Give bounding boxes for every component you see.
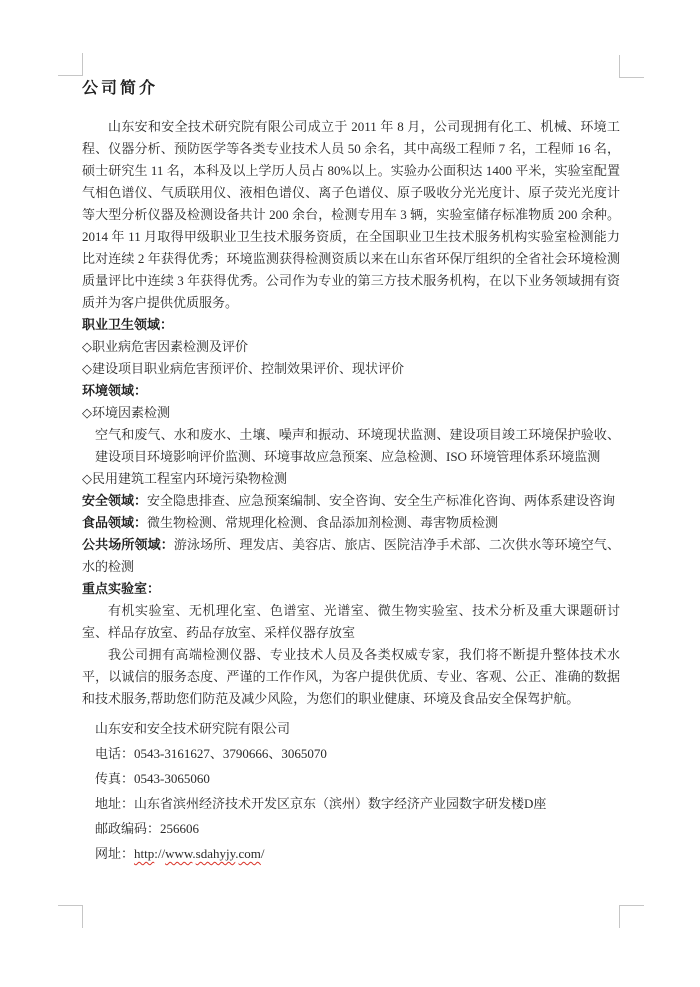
- intro-paragraph: 山东安和安全技术研究院有限公司成立于 2011 年 8 月，公司现拥有化工、机械、环境工程、仪器分析、预防医学等各类专业技术人员 50 余名，其中高级工程师 7 名，工程师 16 名，硕士研究生 11 名，本科及以上学历人员占 80%以上。实验办公面积达 1400 平米，实验室配置气相色谱仪、气质联用仪、液相色谱仪、离子色谱仪、原子吸收分光光度计、原子荧光光度计等大型分析仪器及检测设备共计 200 余台，检测专用车 3 辆，实验室储存标准物质 200 余种。2014 年 11 月取得甲级职业卫生技术服务资质，在全国职业卫生技术服务机构实验室检测能力比对连续 2 年获得优秀；环境监测获得检测资质以来在山东省环保厅组织的全省社会环境检测质量评比中连续 3 年获得优秀。公司作为专业的第三方技术服务机构，在以下业务领域拥有资质并为客户提供优质服务。: [82, 119, 620, 310]
- website-url-segment: .: [235, 846, 239, 861]
- section-body-text: 安全隐患排查、应急预案编制、安全咨询、安全生产标准化咨询、两体系建设咨询: [147, 493, 616, 508]
- contact-fax: 传真：0543-3065060: [95, 771, 210, 786]
- contact-website-label: 网址：: [95, 846, 135, 861]
- website-url[interactable]: [134, 846, 265, 861]
- bullet-item-environment-2: ◇民用建筑工程室内环境污染物检测: [82, 471, 287, 486]
- section-heading-environment: [82, 380, 620, 402]
- text-boundary-mark-top-left: [58, 53, 83, 76]
- page-title: 公司简介: [82, 80, 159, 97]
- section-body-text: 微生物检测、常规理化检测、食品添加剂检测、毒害物质检测: [147, 515, 499, 530]
- section-heading-label: 环境领域：: [82, 383, 148, 398]
- environment-detail-paragraph: 空气和废气、水和废水、土壤、噪声和振动、环境现状监测、建设项目竣工环境保护验收、建设项目环境影响评价监测、环境事故应急预案、应急检测、ISO 环境管理体系环境监测: [95, 427, 620, 464]
- section-heading-label: 公共场所领域：: [82, 537, 174, 552]
- bullet-item-occupational-2: ◇建设项目职业病危害预评价、控制效果评价、现状评价: [82, 361, 404, 376]
- section-heading-label: 食品领域：: [82, 515, 148, 530]
- document-body: [82, 78, 620, 866]
- section-safety: [82, 490, 620, 512]
- website-url-segment: .: [192, 846, 196, 861]
- website-url-segment: sdahyjy: [195, 846, 236, 861]
- text-boundary-mark-bottom-right: [619, 905, 644, 928]
- section-body-text: 游泳场所、理发店、美容店、旅店、医院洁净手术部、二次供水等环境空气、水的检测: [82, 537, 620, 574]
- contact-block: [82, 716, 620, 866]
- contact-postal-code: 邮政编码：256606: [95, 821, 200, 836]
- section-heading-occupational: [82, 314, 620, 336]
- bullet-item-environment-1: ◇环境因素检测: [82, 405, 170, 420]
- section-heading-key-labs: [82, 578, 620, 600]
- website-url-segment: /: [260, 846, 265, 861]
- bullet-item-occupational-1: ◇职业病危害因素检测及评价: [82, 339, 248, 354]
- section-heading-label: 安全领域：: [82, 493, 148, 508]
- contact-company: 山东安和安全技术研究院有限公司: [95, 721, 291, 736]
- website-url-segment: http: [134, 846, 155, 861]
- key-labs-list-paragraph: 有机实验室、无机理化室、色谱室、光谱室、微生物实验室、技术分析及重大课题研讨室、样品存放室、药品存放室、采样仪器存放室: [82, 603, 620, 640]
- section-food: [82, 512, 620, 534]
- website-url-segment: www: [165, 846, 193, 861]
- section-heading-label: 重点实验室：: [82, 581, 161, 596]
- closing-paragraph: 我公司拥有高端检测仪器、专业技术人员及各类权威专家，我们将不断提升整体技术水平，以诚信的服务态度、严谨的工作作风，为客户提供优质、专业、客观、公正、准确的数据和技术服务,帮助您们防范及减少风险，为您们的职业健康、环境及食品安全保驾护航。: [82, 647, 620, 706]
- website-url-segment: com: [238, 846, 261, 861]
- contact-website-line: [95, 841, 620, 866]
- section-public-places: [82, 534, 620, 578]
- text-boundary-mark-top-right: [619, 55, 644, 78]
- section-heading-label: 职业卫生领域：: [82, 317, 174, 332]
- text-boundary-mark-bottom-left: [58, 905, 83, 928]
- contact-phone: 电话：0543-3161627、3790666、3065070: [95, 746, 327, 761]
- website-url-segment: ://: [154, 846, 166, 861]
- contact-address: 地址：山东省滨州经济技术开发区京东（滨州）数字经济产业园数字研发楼D座: [95, 796, 547, 811]
